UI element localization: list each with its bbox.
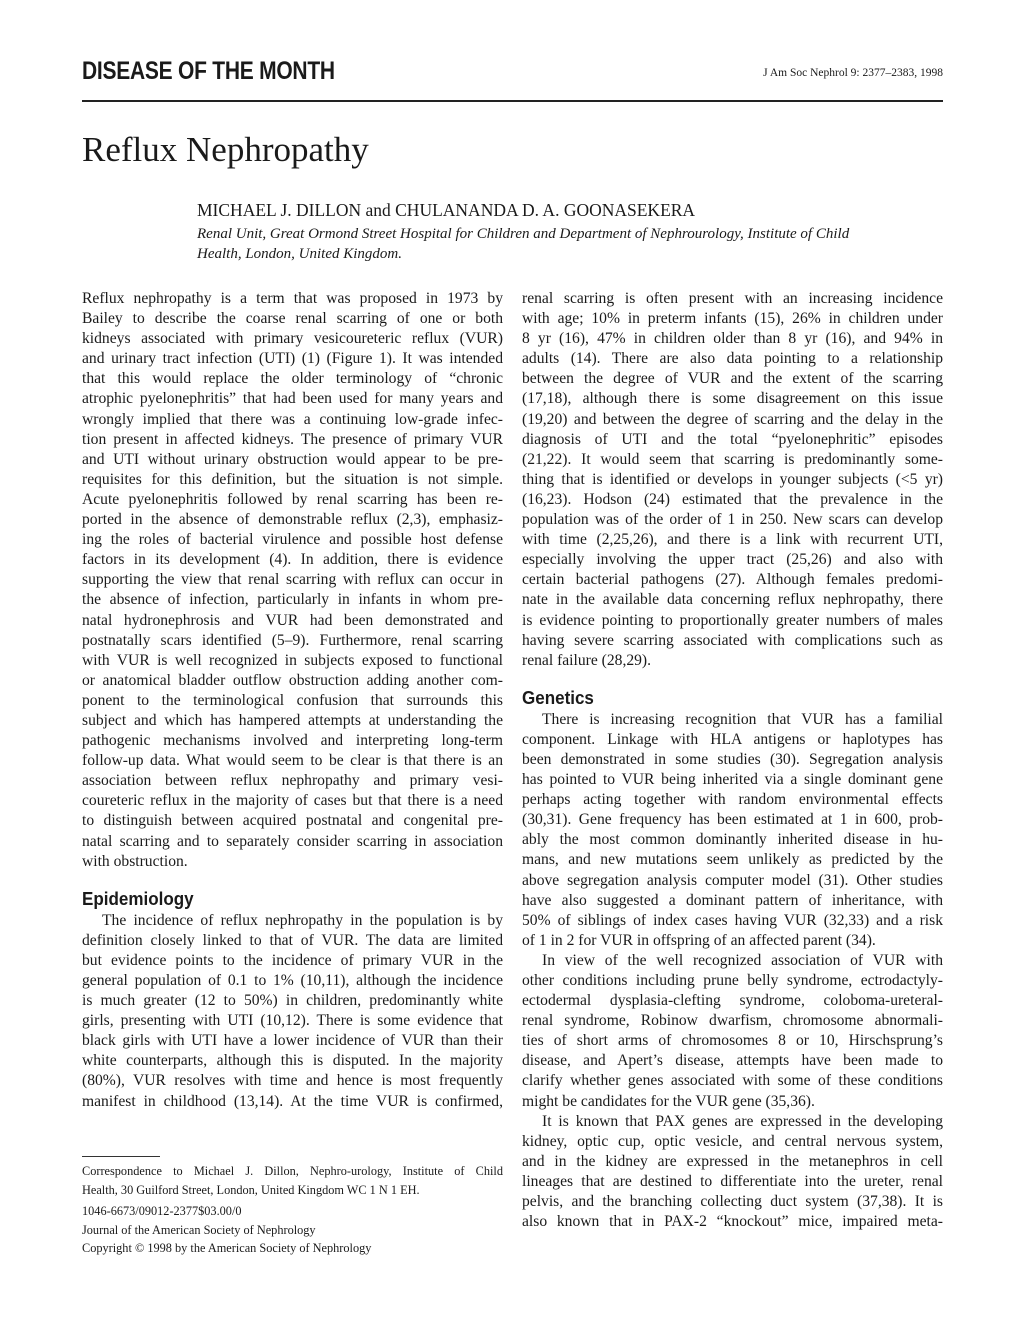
text-line: to distinguish between acquired postnatal and congenital pre- — [82, 812, 503, 830]
journal-name: Journal of the American Society of Nephrology — [82, 1222, 316, 1237]
header-divider — [82, 100, 943, 102]
text-line: subject and which has hampered attempts at understanding the — [82, 711, 503, 729]
article-authors: MICHAEL J. DILLON and CHULANANDA D. A. GOONASEKERA — [197, 200, 696, 220]
text-line: and urinary tract infection (UTI) (1) (Figure 1). It was intended — [82, 350, 503, 368]
text-line: pathogenic mechanisms involved and interpreting long-term — [82, 732, 503, 750]
text-line: (80%), VUR resolves with time and hence is most frequently — [82, 1072, 503, 1090]
text-line: with age; 10% in preterm infants (15), 26% in children under — [522, 310, 943, 328]
text-line: In view of the well recognized association of VUR with — [542, 951, 943, 969]
footnote-divider — [82, 1156, 160, 1157]
text-line: ponent to the terminological confusion that surrounds this — [82, 691, 503, 709]
text-line: Acute pyelonephritis followed by renal scarring has been re- — [82, 490, 503, 508]
text-line: been demonstrated in some studies (30). Segregation analysis — [522, 750, 943, 768]
paragraph — [522, 951, 943, 1112]
text-line: the absence of infection, particularly in infants in whom pre- — [82, 591, 503, 609]
text-line: mans, and new mutations seem unlikely as predicted by the — [522, 851, 943, 869]
section-label: DISEASE OF THE MONTH — [82, 57, 335, 85]
section-heading: Genetics — [522, 686, 594, 708]
text-line: coureteric reflux in the majority of cases but that there is a need — [82, 792, 503, 810]
copyright-notice: Copyright © 1998 by the American Society of Nephrology — [82, 1241, 372, 1255]
text-line: renal syndrome, Robinow dwarfism, chromosome abnormali- — [522, 1012, 943, 1030]
text-line: 50% of siblings of index cases having VUR (32,33) and a risk — [522, 911, 943, 929]
text-line: population was of the order of 1 in 250. New scars can develop — [522, 511, 943, 529]
text-line: ably the most common dominantly inherited disease in hu- — [522, 831, 943, 849]
text-line: Reflux nephropathy is a term that was proposed in 1973 by — [82, 290, 503, 307]
text-line: certain bacterial pathogens (27). Although females predomi- — [522, 571, 943, 589]
text-line: manifest in childhood (13,14). At the time VUR is confirmed, — [82, 1092, 503, 1110]
text-line: general population of 0.1 to 1% (10,11), although the incidence — [82, 972, 503, 989]
paragraph — [82, 289, 503, 872]
text-line: (16,23). Hodson (24) estimated that the prevalence in the — [522, 490, 943, 508]
text-line: clarify whether genes associated with some of these conditions — [522, 1072, 943, 1090]
paragraph — [522, 289, 943, 671]
text-line: ties of short arms of chromosomes 8 or 10, Hirschsprung’s — [522, 1032, 943, 1050]
text-line: (17,18), although there is some disagreement on this issue — [522, 390, 943, 408]
correspondence-line: Correspondence to Michael J. Dillon, Nephro-urology, Institute of Child — [82, 1164, 503, 1178]
footnotes — [82, 1162, 503, 1258]
text-line: and in the kidney are expressed in the metanephros in cell — [522, 1152, 943, 1170]
text-line: definition closely linked to that of VUR. The data are limited — [82, 931, 503, 949]
text-line: (30,31). Gene frequency has been estimated at 1 in 600, prob- — [522, 811, 943, 829]
text-line: ectodermal dysplasia-clefting syndrome, coloboma-ureteral- — [522, 992, 943, 1010]
text-line: also known that in PAX-2 “knockout” mice, impaired meta- — [522, 1213, 943, 1231]
text-line: tion present in affected kidneys. The presence of primary VUR — [82, 430, 503, 448]
text-line: above segregation analysis computer model (31). Other studies — [522, 871, 943, 889]
text-line: wrongly implied that there was a continuing low-grade infec- — [82, 410, 503, 428]
text-line: Bailey to describe the coarse renal scarring of one or both — [82, 310, 503, 328]
correspondence-line: Health, 30 Guilford Street, London, United Kingdom WC 1 N 1 EH. — [82, 1182, 420, 1197]
text-line: ported in the absence of demonstrable reflux (2,3), emphasiz- — [82, 511, 503, 529]
text-line: ing the roles of bacterial virulence and possible host defense — [82, 531, 503, 549]
text-line: black girls with UTI have a lower incidence of VUR than their — [82, 1032, 503, 1050]
section-heading: Epidemiology — [82, 887, 194, 909]
text-line: component. Linkage with HLA antigens or haplotypes has — [522, 730, 943, 748]
right-column — [522, 289, 943, 1232]
text-line: might be candidates for the VUR gene (35,36). — [522, 1092, 815, 1110]
text-line: other conditions including prune belly syndrome, ectrodactyly- — [522, 972, 943, 989]
affiliation-line: Renal Unit, Great Ormond Street Hospital for Children and Department of Nephrourology, Institute of Child — [197, 226, 850, 242]
text-line: perhaps acting together with random environmental effects — [522, 791, 943, 809]
text-line: (21,22). It would seem that scarring is predominantly some- — [522, 450, 943, 468]
text-line: with VUR is well recognized in subjects exposed to functional — [82, 651, 503, 669]
text-line: has pointed to VUR being inherited via a single dominant gene — [522, 771, 943, 789]
text-line: of 1 in 2 for VUR in offspring of an affected parent (34). — [522, 931, 876, 949]
paragraph — [82, 911, 503, 1112]
journal-citation: J Am Soc Nephrol 9: 2377–2383, 1998 — [763, 67, 943, 79]
article-title: Reflux Nephropathy — [82, 130, 369, 169]
text-line: diagnosis of UTI and the total “pyelonephritic” episodes — [522, 430, 943, 448]
text-line: disease, and Apert’s disease, attempts have been made to — [522, 1052, 943, 1070]
text-line: supporting the view that renal scarring with reflux can occur in — [82, 571, 503, 589]
text-line: renal failure (28,29). — [522, 651, 652, 669]
affiliation-line: Health, London, United Kingdom. — [197, 246, 402, 262]
text-line: kidneys associated with primary vesicoureteric reflux (VUR) — [82, 330, 503, 348]
text-line: postnatally scars identified (5–9). Furthermore, renal scarring — [82, 631, 503, 649]
text-line: but evidence points to the incidence of primary VUR in the — [82, 951, 503, 969]
text-line: between the degree of VUR and the extent of the scarring — [522, 370, 943, 388]
text-line: factors in its development (4). In addition, there is evidence — [82, 551, 503, 569]
text-line: requisites for this definition, but the situation is not simple. — [82, 470, 503, 488]
text-line: There is increasing recognition that VUR has a familial — [542, 710, 943, 728]
text-line: 8 yr (16), 47% in children older than 8 yr (16), and 94% in — [522, 330, 943, 348]
text-line: kidney, optic cup, optic vesicle, and central nervous system, — [522, 1132, 943, 1150]
text-line: that this would replace the older terminology of “chronic — [82, 370, 503, 388]
text-line: pelvis, and the branching collecting duct system (37,38). It is — [522, 1193, 943, 1211]
text-line: adults (14). There are also data pointing to a relationship — [522, 350, 943, 368]
text-line: is much greater (12 to 50%) in children, predominantly white — [82, 992, 503, 1010]
paragraph — [522, 710, 943, 951]
text-line: The incidence of reflux nephropathy in the population is by — [102, 911, 503, 929]
article-code: 1046-6673/09012-2377$03.00/0 — [82, 1204, 242, 1218]
left-column — [82, 289, 503, 1112]
text-line: with obstruction. — [82, 852, 188, 870]
text-line: association between reflux nephropathy and primary vesi- — [82, 772, 503, 790]
text-line: have also suggested a dominant pattern of inheritance, with — [522, 891, 943, 909]
text-line: and UTI without urinary obstruction would appear to be pre- — [82, 450, 503, 468]
author-affiliation — [197, 224, 943, 264]
text-line: lineages that are destined to differentiate into the ureter, renal — [522, 1172, 943, 1190]
paragraph — [522, 1112, 943, 1233]
text-line: girls, presenting with UTI (10,12). There is some evidence that — [82, 1012, 503, 1030]
text-line: natal scarring and to separately consider scarring in association — [82, 832, 503, 850]
text-line: It is known that PAX genes are expressed in the developing — [542, 1112, 943, 1130]
text-line: (19,20) and between the degree of scarring and the delay in the — [522, 410, 943, 428]
text-line: follow-up data. What would seem to be clear is that there is an — [82, 752, 503, 770]
text-line: white counterparts, although this is disputed. In the majority — [82, 1052, 503, 1070]
text-line: is evidence pointing to proportionally greater numbers of males — [522, 611, 943, 629]
text-line: renal scarring is often present with an increasing incidence — [522, 290, 943, 307]
text-line: thing that is identified or develops in younger subjects (<5 yr) — [522, 470, 943, 488]
text-line: nate in the available data concerning reflux nephropathy, there — [522, 591, 943, 609]
text-line: especially involving the upper tract (25,26) and also with — [522, 551, 943, 569]
text-line: atrophic pyelonephritis” that had been used for many years and — [82, 390, 503, 408]
text-line: having severe scarring associated with complications such as — [522, 631, 943, 649]
text-line: natal hydronephrosis and VUR had been demonstrated and — [82, 611, 503, 629]
text-line: with time (2,25,26), and there is a link with recurrent UTI, — [522, 531, 943, 549]
text-line: or anatomical bladder outflow obstruction adding another com- — [82, 671, 503, 689]
